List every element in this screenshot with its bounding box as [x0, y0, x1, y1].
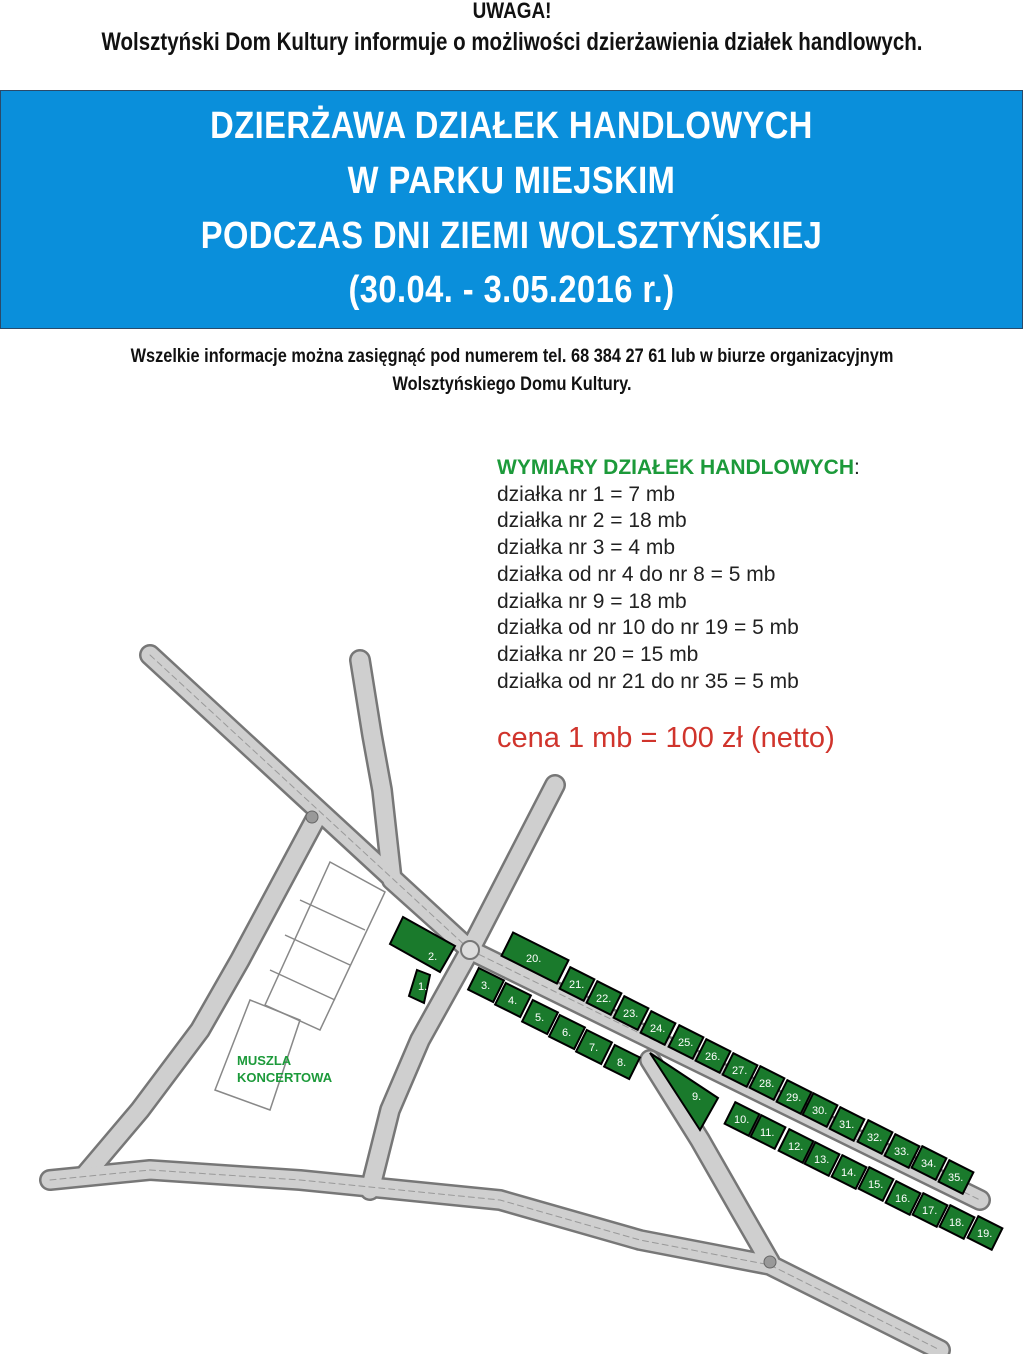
dimension-item: działka nr 1 = 7 mb — [497, 482, 676, 506]
contact-line-2: Wolsztyńskiego Domu Kultury. — [392, 374, 632, 395]
dimension-item: działka nr 3 = 4 mb — [497, 536, 676, 560]
plot-label: 25. — [678, 1037, 694, 1049]
dimension-item: działka od nr 4 do nr 8 = 5 mb — [497, 562, 776, 586]
plot-label: 23. — [623, 1008, 639, 1020]
plot-label: 9. — [692, 1091, 702, 1103]
banner-line-4: (30.04. - 3.05.2016 r.) — [348, 269, 675, 311]
stage-label-line-1: MUSZLA — [237, 1053, 292, 1068]
plot-label: 14. — [841, 1167, 857, 1179]
plot-label: 6. — [562, 1027, 572, 1039]
plot-label: 13. — [814, 1154, 830, 1166]
plot-label: 28. — [759, 1078, 775, 1090]
contact-info — [0, 343, 1024, 399]
plot-label: 4. — [508, 995, 518, 1007]
plot-label: 20. — [526, 953, 542, 965]
plot-label: 2. — [428, 951, 438, 963]
plot-label: 16. — [895, 1193, 911, 1205]
park-map — [0, 640, 1024, 1354]
plot-label: 15. — [868, 1179, 884, 1191]
plot-label: 29. — [786, 1092, 802, 1104]
stage-label-line-2: KONCERTOWA — [237, 1070, 333, 1085]
contact-line-1: Wszelkie informacje można zasięgnąć pod numerem tel. 68 384 27 61 lub w biurze organizacyjnym — [130, 346, 894, 367]
notice-title: UWAGA! — [472, 0, 552, 23]
plot-label: 7. — [589, 1042, 599, 1054]
plot-label: 26. — [705, 1051, 721, 1063]
plot-label: 27. — [732, 1065, 748, 1077]
dimension-item: działka od nr 21 do nr 35 = 5 mb — [497, 669, 799, 693]
plot-label: 30. — [812, 1105, 828, 1117]
plot-label: 19. — [977, 1228, 993, 1240]
top-notice — [0, 0, 1024, 62]
plot-label: 12. — [788, 1141, 804, 1153]
plot-label: 10. — [734, 1114, 750, 1126]
banner-line-2: W PARKU MIEJSKIM — [347, 160, 676, 202]
plot-label: 34. — [921, 1158, 937, 1170]
plot-1 — [409, 970, 430, 1003]
dimension-item: działka nr 20 = 15 mb — [497, 642, 699, 666]
dimension-item: działka nr 9 = 18 mb — [497, 589, 687, 613]
stage-label — [237, 1053, 333, 1085]
plot-label: 18. — [949, 1217, 965, 1229]
plot-8 — [604, 1045, 640, 1079]
banner-line-1: DZIERŻAWA DZIAŁEK HANDLOWYCH — [210, 105, 813, 147]
plot-label: 5. — [535, 1012, 545, 1024]
plot-label: 17. — [922, 1205, 938, 1217]
dimension-item: działka od nr 10 do nr 19 = 5 mb — [497, 616, 799, 640]
plot-label: 11. — [760, 1127, 775, 1139]
plot-label: 3. — [481, 980, 491, 992]
banner-line-3: PODCZAS DNI ZIEMI WOLSZTYŃSKIEJ — [200, 215, 823, 257]
plot-label: 1. — [418, 981, 428, 993]
notice-text: Wolsztyński Dom Kultury informuje o możliwości dzierżawienia działek handlowych. — [101, 28, 923, 56]
dimension-item: działka nr 2 = 18 mb — [497, 509, 687, 533]
dimensions-heading-text: WYMIARY DZIAŁEK HANDLOWYCH — [497, 456, 854, 479]
plot-label: 24. — [650, 1023, 666, 1035]
plot-label: 31. — [839, 1119, 855, 1131]
plot-label: 21. — [569, 979, 585, 991]
plot-label: 35. — [948, 1172, 964, 1184]
plot-label: 22. — [596, 993, 612, 1005]
title-banner — [0, 90, 1023, 329]
plot-label: 32. — [867, 1132, 883, 1144]
plot-label: 33. — [894, 1146, 910, 1158]
price: cena 1 mb = 100 zł (netto) — [497, 722, 835, 754]
plot-label: 8. — [617, 1057, 627, 1069]
dimensions-heading: WYMIARY DZIAŁEK HANDLOWYCH: — [497, 456, 860, 479]
